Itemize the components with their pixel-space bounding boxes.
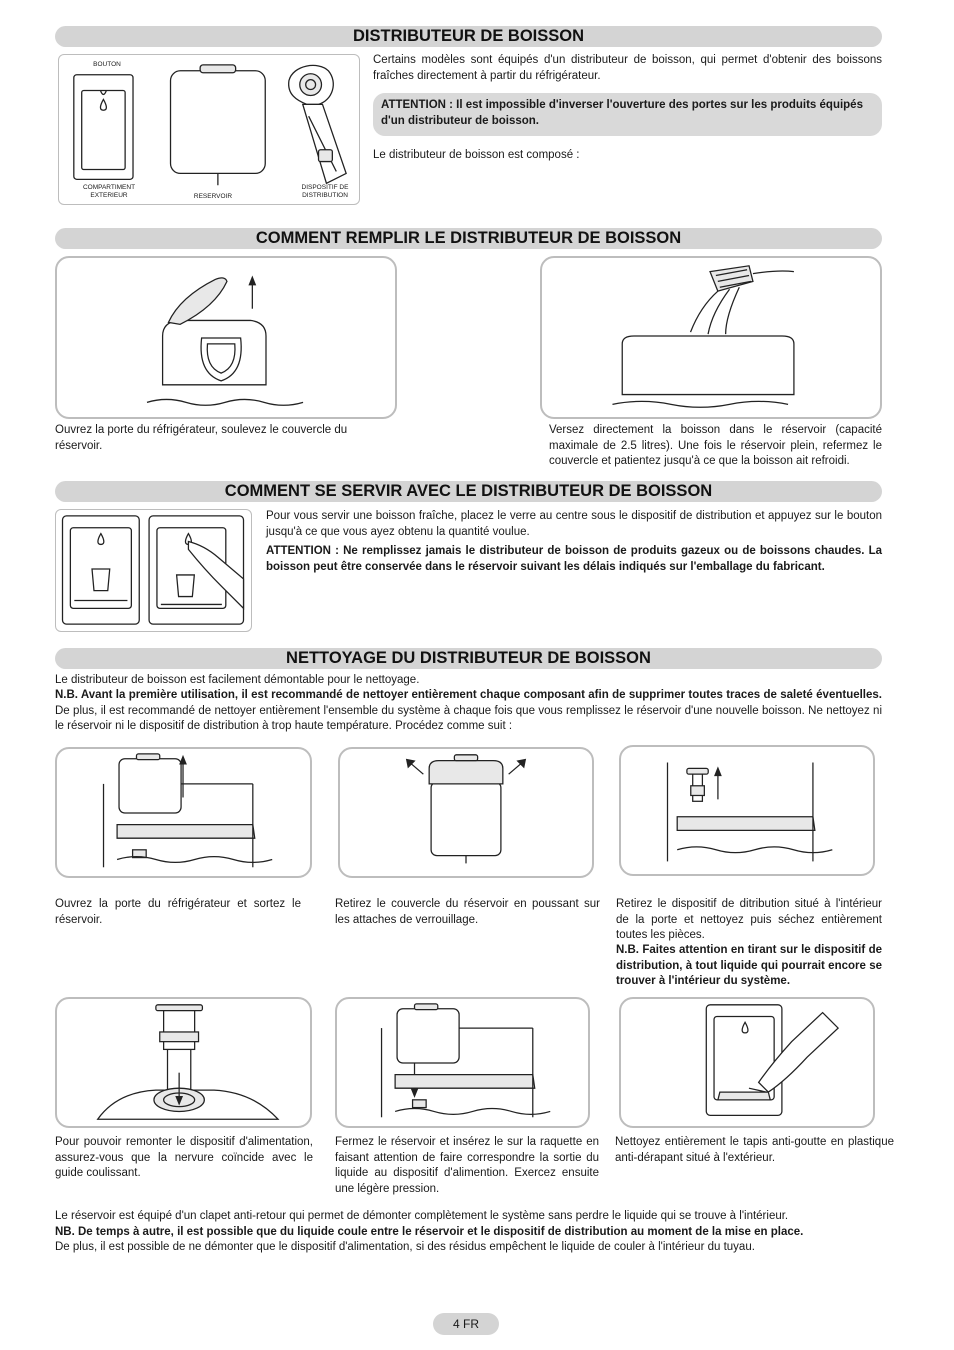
step6-caption: Nettoyez entièrement le tapis anti-goutte en plastique anti-dérapant situé à l'extérieur.: [615, 1136, 894, 1164]
label-compartiment: COMPARTIMENT EXTERIEUR: [82, 184, 136, 199]
step1-figure: [55, 747, 312, 878]
step2-figure: [338, 747, 594, 878]
step6-figure: [619, 997, 875, 1128]
serve-text: Pour vous servir une boisson fraîche, placez le verre au centre sous le dispositif de distribution et appuyez sur le bouton jusqu'à ce que vous ayez obtenu la quantité voulue.: [266, 510, 882, 538]
pour-drink-illustration: [542, 258, 880, 417]
reassemble-illustration: [57, 999, 310, 1126]
serve-attention: ATTENTION : Ne remplissez jamais le distributeur de boisson de produits gazeux ou de boissons chaudes. La boisson peut être conservée dans le réservoir suivant les délais indiqués sur l'emballage du fabricant.: [266, 545, 882, 573]
clean-drip-tray-illustration: [621, 999, 873, 1126]
fill-figure-left: [55, 256, 397, 419]
section-title-remplir: COMMENT REMPLIR LE DISTRIBUTEUR DE BOISSON: [55, 228, 882, 249]
page-number: 4 FR: [433, 1313, 499, 1335]
step1-caption: Ouvrez la porte du réfrigérateur et sortez le réservoir.: [55, 898, 301, 926]
step2-caption: Retirez le couvercle du réservoir en poussant sur les attaches de verrouillage.: [335, 898, 600, 926]
step3-nb: N.B. Faites attention en tirant sur le dispositif de distribution, à tout liquide qui pourrait encore se trouver à l'intérieur du système.: [616, 944, 882, 987]
step3-caption: Retirez le dispositif de ditribution situé à l'intérieur de la porte et nettoyez puis séchez entièrement toutes les pièces.: [616, 898, 882, 941]
cleaning-outro-2: De plus, il est possible de ne démonter que le dispositif d'alimentation, si des résidus empêchent le liquide de couler à l'intérieur du tuyau.: [55, 1241, 755, 1253]
section-title-nettoyage: NETTOYAGE DU DISTRIBUTEUR DE BOISSON: [55, 648, 882, 669]
cleaning-nb-rest: De plus, il est recommandé de nettoyer entièrement l'ensemble du système à chaque fois que vous remplissez le réservoir d'une nouvelle boisson. Ne nettoyez ni le réservoir ni le dispositif de distribution à trop haute température. Procédez comme suit :: [55, 704, 882, 732]
remove-reservoir-illustration: [57, 749, 310, 876]
fill-caption-right: Versez directement la boisson dans le réservoir (capacité maximale de 2.5 litres). Une fois le réservoir plein, refermez le couvercle et patientez jusqu'à ce que la boisson ait refroidi.: [549, 424, 882, 467]
fill-figure-right: [540, 256, 882, 419]
cleaning-outro-1: Le réservoir est équipé d'un clapet anti-retour qui permet de démonter complètement le système sans perdre le liquide qui se trouve à l'intérieur.: [55, 1210, 789, 1222]
cleaning-nb-bold: N.B. Avant la première utilisation, il est recommandé de nettoyer entièrement chaque composant afin de supprimer toutes traces de saleté éventuelles.: [55, 689, 882, 701]
fill-caption-left: Ouvrez la porte du réfrigérateur, soulevez le couvercle du réservoir.: [55, 424, 348, 452]
serve-figure: [55, 509, 252, 632]
serve-illustration: [56, 510, 251, 631]
label-dispositif: DISPOSITIF DE DISTRIBUTION: [301, 184, 349, 199]
step4-caption: Pour pouvoir remonter le dispositif d'alimentation, assurez-vous que la nervure coïncide avec le guide coulissant.: [55, 1136, 313, 1179]
cleaning-outro-nb: NB. De temps à autre, il est possible que du liquide coule entre le réservoir et le dispositif de distribution au moment de la mise en place.: [55, 1226, 804, 1238]
section-title-distributeur: DISTRIBUTEUR DE BOISSON: [55, 26, 882, 47]
distributeur-composed: Le distributeur de boisson est composé :: [373, 149, 580, 161]
step4-figure: [55, 997, 312, 1128]
label-reservoir: RESERVOIR: [193, 193, 233, 200]
distributeur-attention: ATTENTION : Il est impossible d'inverser l'ouverture des portes sur les produits équipés d'un distributeur de boisson.: [373, 93, 882, 136]
insert-reservoir-illustration: [337, 999, 588, 1126]
lift-lid-illustration: [57, 258, 395, 417]
step3-figure: [619, 745, 875, 876]
cleaning-nb: [55, 688, 882, 735]
cleaning-intro: Le distributeur de boisson est facilement démontable pour le nettoyage.: [55, 674, 420, 686]
components-illustration: [59, 55, 359, 204]
label-bouton: BOUTON: [93, 61, 121, 68]
step5-figure: [335, 997, 590, 1128]
section-title-servir: COMMENT SE SERVIR AVEC LE DISTRIBUTEUR DE BOISSON: [55, 481, 882, 502]
remove-dispenser-illustration: [621, 747, 873, 874]
step5-caption: Fermez le réservoir et insérez le sur la raquette en faisant attention de faire correspondre la sortie du liquide au dispositif d'alimention. Exercez ensuite une légère pression.: [335, 1136, 599, 1195]
distributeur-intro: Certains modèles sont équipés d'un distributeur de boisson, qui permet d'obtenir des boissons fraîches directement à partir du réfrigérateur.: [373, 54, 882, 82]
remove-lid-illustration: [340, 749, 592, 876]
components-figure: [58, 54, 360, 205]
